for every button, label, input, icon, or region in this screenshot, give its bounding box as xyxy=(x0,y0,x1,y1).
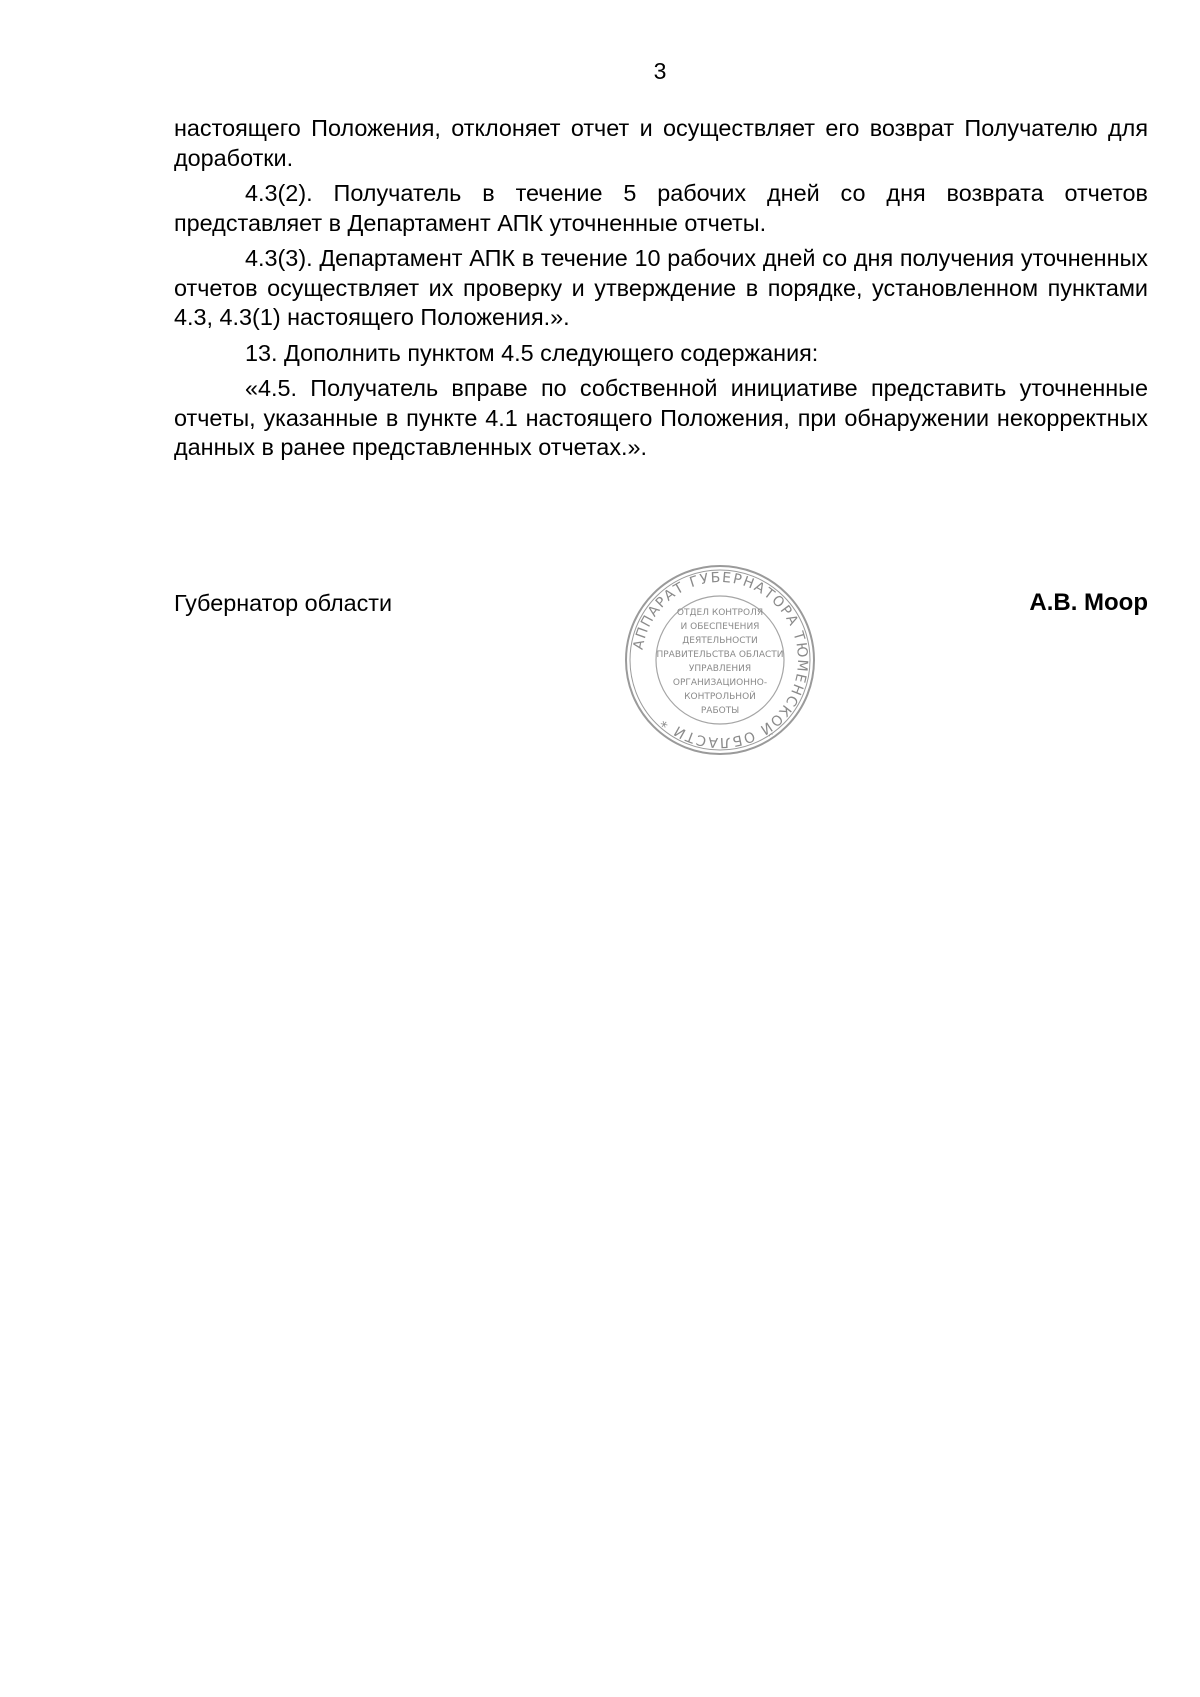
stamp-inner-line: И ОБЕСПЕЧЕНИЯ xyxy=(680,622,760,632)
stamp-inner-line: ПРАВИТЕЛЬСТВА ОБЛАСТИ xyxy=(656,650,784,660)
stamp-inner-line: КОНТРОЛЬНОЙ xyxy=(684,692,756,702)
stamp-inner-line: РАБОТЫ xyxy=(700,706,740,716)
stamp-seal-icon xyxy=(620,560,820,760)
paragraph-4-3-3: 4.3(3). Департамент АПК в течение 10 рабочих дней со дня получения уточненных отчетов осуществляет их проверку и утверждение в порядке, установленном пунктами 4.3, 4.3(1) настоящего Положения.». xyxy=(174,245,1148,330)
page-number: 3 xyxy=(653,58,667,84)
document-body xyxy=(174,114,1148,469)
stamp-inner-line: ОРГАНИЗАЦИОННО- xyxy=(672,678,768,688)
paragraph-4-5: «4.5. Получатель вправе по собственной инициативе представить уточненные отчеты, указанные в пункте 4.1 настоящего Положения, при обнаружении некорректных данных в ранее представленных отчетах.». xyxy=(174,375,1148,460)
official-stamp xyxy=(620,560,820,760)
stamp-inner-line: ДЕЯТЕЛЬНОСТИ xyxy=(682,636,758,646)
paragraph-4-3-2: 4.3(2). Получатель в течение 5 рабочих дней со дня возврата отчетов представляет в Департамент АПК уточненные отчеты. xyxy=(174,180,1148,236)
signatory-name: А.В. Моор xyxy=(1029,589,1148,616)
stamp-inner-line: УПРАВЛЕНИЯ xyxy=(688,664,752,674)
paragraph-13: 13. Дополнить пунктом 4.5 следующего содержания: xyxy=(245,339,819,366)
stamp-outer-text: АППАРАТ ГУБЕРНАТОРА ТЮМЕНСКОЙ ОБЛАСТИ * xyxy=(630,569,811,751)
stamp-inner-line: ОТДЕЛ КОНТРОЛЯ xyxy=(676,608,764,618)
signatory-role: Губернатор области xyxy=(174,590,393,616)
paragraph-continuation: настоящего Положения, отклоняет отчет и осуществляет его возврат Получателю для доработки. xyxy=(174,115,1148,171)
stamp-inner-text xyxy=(656,608,783,716)
